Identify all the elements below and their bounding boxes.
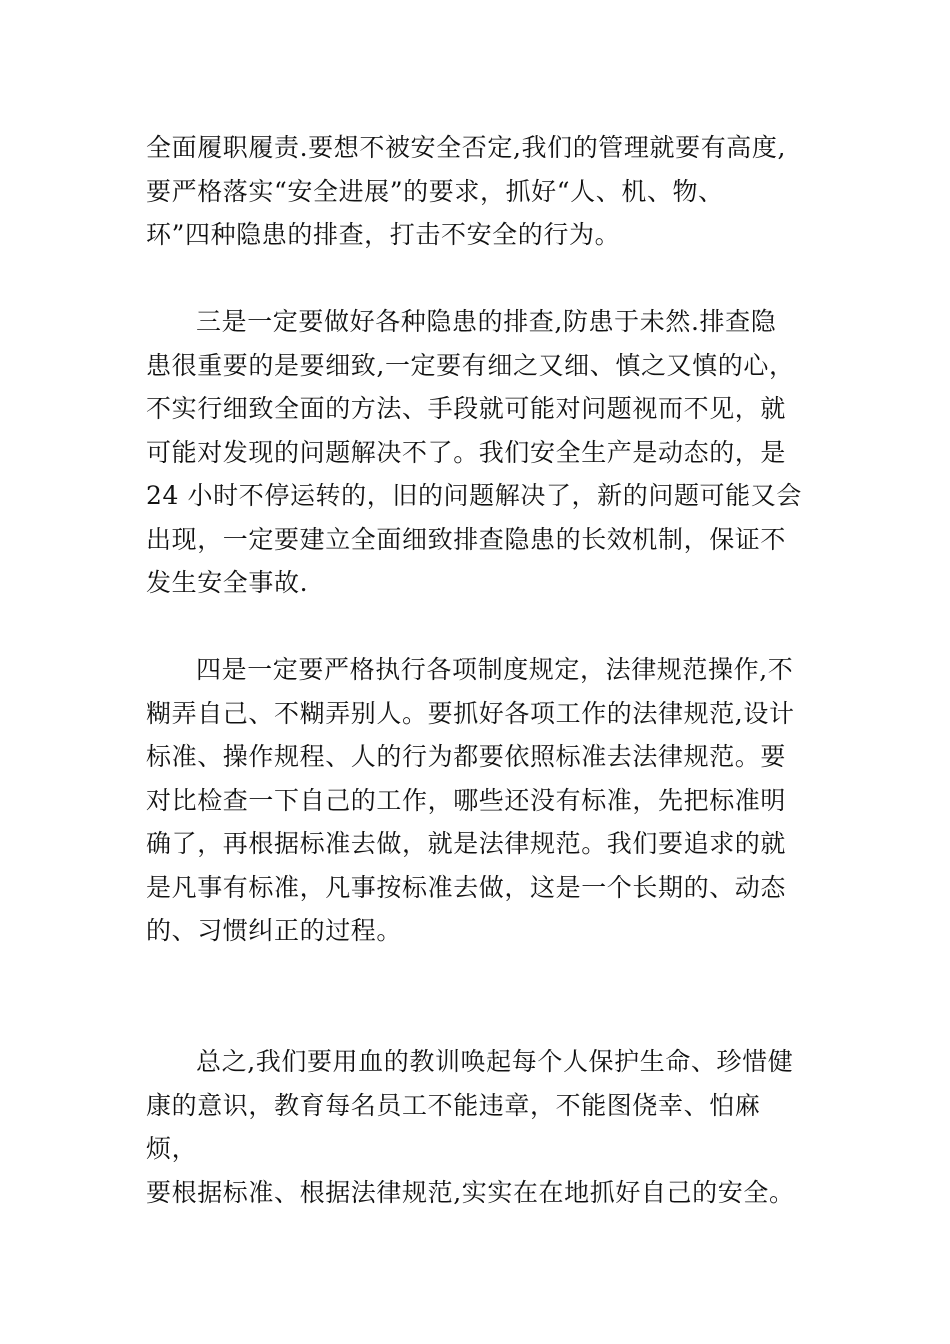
paragraph-2: 三是一定要做好各种隐患的排查,防患于未然.排查隐 患很重要的是要细致,一定要有细之又细、慎之又慎的心， 不实行细致全面的方法、手段就可能对问题视而不见，就 可能对发现的问题解决不了。我们安全生产是动态的，是 24 小时不停运转的，旧的问题解决了，新的问题可能又会 出现，一定要建立全面细致排查隐患的长效机制，保证不 发生安全事故. bbox=[146, 307, 802, 597]
paragraph-1: 全面履职履责.要想不被安全否定,我们的管理就要有高度, 要严格落实“安全进展”的要求，抓好“人、机、物、 环”四种隐患的排查，打击不安全的行为。 bbox=[146, 133, 787, 249]
paragraph-3: 四是一定要严格执行各项制度规定，法律规范操作,不 糊弄自己、不糊弄别人。要抓好各项工作的法律规范,设计 标准、操作规程、人的行为都要依照标准去法律规范。要 对比检查一下自己的工作，哪些还没有标准，先把标准明 确了，再根据标准去做，就是法律规范。我们要追求的就 是凡事有标准，凡事按标准去做，这是一个长期的、动态 的、习惯纠正的过程。 bbox=[146, 655, 795, 945]
paragraph-4: 总之,我们要用血的教训唤起每个人保护生命、珍惜健 康的意识，教育每名员工不能违章，不能图侥幸、怕麻烦， 要根据标准、根据法律规范,实实在在地抓好自己的安全。 bbox=[146, 1047, 795, 1207]
